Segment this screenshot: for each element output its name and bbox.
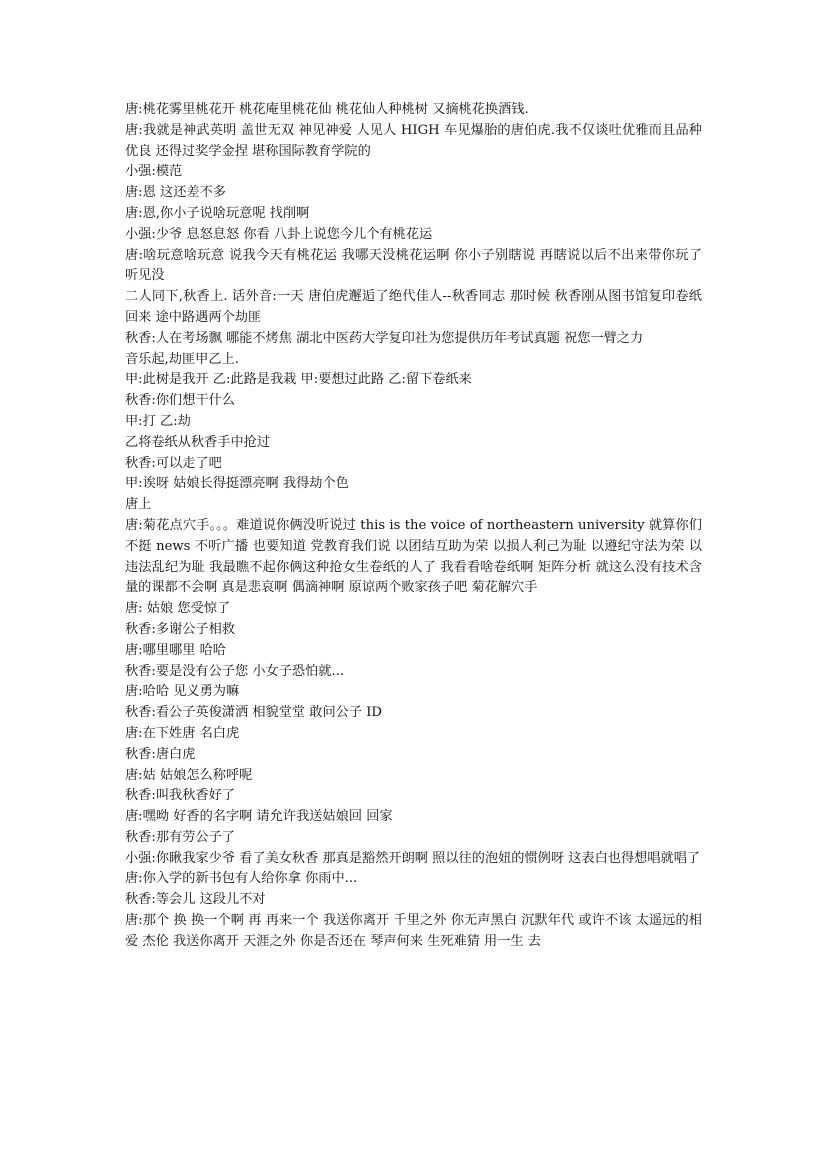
text-line: 乙将卷纸从秋香手中抢过 — [125, 434, 271, 450]
text-line: 唐:桃花雾里桃花开 桃花庵里桃花仙 桃花仙人种桃树 又摘桃花换酒钱. — [125, 102, 529, 117]
text-line: 唐: 姑娘 您受惊了 — [125, 601, 231, 617]
text-line: 秋香:唐白虎 — [125, 746, 196, 762]
text-line: 唐:哪里哪里 哈哈 — [125, 642, 226, 658]
text-line: 唐:啥玩意啥玩意 说我今天有桃花运 我哪天没桃花运啊 你小子别瞎说 再瞎说以后不出来带你玩了 听见没 — [125, 247, 702, 284]
script-text — [125, 100, 702, 953]
text-line: 唐:姑 姑娘怎么称呼呢 — [125, 767, 253, 783]
text-line: 秋香:你们想干什么 — [125, 393, 235, 409]
text-line: 唐:嘿呦 好香的名字啊 请允许我送姑娘回 回家 — [125, 809, 393, 825]
text-line: 小强:少爷 息怒息怒 你看 八卦上说您今儿个有桃花运 — [125, 226, 433, 242]
text-line: 二人同下,秋香上. 话外音:一天 唐伯虎邂逅了绝代佳人--秋香同志 那时候 秋香刚从图书馆复印卷纸回来 途中路遇两个劫匪 — [125, 289, 702, 325]
text-line: 甲:诶呀 姑娘长得挺漂亮啊 我得劫个色 — [125, 476, 349, 492]
text-line: 小强:模范 — [125, 164, 183, 180]
text-line: 唐:恩 这还差不多 — [125, 185, 226, 201]
text-line: 秋香:可以走了吧 — [125, 455, 222, 471]
text-line: 音乐起,劫匪甲乙上. — [125, 351, 239, 367]
text-line: 秋香:叫我秋香好了 — [125, 788, 235, 804]
text-line: 甲:打 乙:劫 — [125, 413, 191, 429]
text-line: 甲:此树是我开 乙:此路是我栽 甲:要想过此路 乙:留下卷纸来 — [125, 372, 472, 388]
text-line: 唐:哈哈 见义勇为嘛 — [125, 684, 240, 700]
text-line: 秋香:多谢公子相救 — [125, 621, 235, 637]
text-line: 唐:我就是神武英明 盖世无双 神见神爱 人见人 HIGH 车见爆胎的唐伯虎.我不仅谈吐优雅而且品种优良 还得过奖学金捏 堪称国际教育学院的 — [125, 122, 702, 159]
text-line: 小强:你瞅我家少爷 看了美女秋香 那真是豁然开朗啊 照以往的泡妞的惯例呀 这表白也得想唱就唱了 — [125, 850, 701, 866]
text-line: 唐:在下姓唐 名白虎 — [125, 725, 240, 741]
text-line: 秋香:人在考场飘 哪能不烤焦 湖北中医药大学复印社为您提供历年考试真题 祝您一臂之力 — [125, 330, 644, 346]
text-line: 唐:那个 换 换一个啊 再 再来一个 我送你离开 千里之外 你无声黑白 沉默年代 或许不该 太遥远的相爱 杰伦 我送你离开 天涯之外 你是否还在 琴声何来 生死难猜 用一生 去 — [125, 913, 702, 949]
text-line: 秋香:等会儿 这段儿不对 — [125, 892, 266, 908]
text-line: 唐:你入学的新书包有人给你拿 你雨中... — [125, 871, 358, 887]
text-line: 唐上 — [125, 497, 152, 513]
text-line: 唐:恩,你小子说啥玩意呢 找削啊 — [125, 205, 310, 221]
text-line: 秋香:要是没有公子您 小女子恐怕就... — [125, 663, 345, 679]
text-line: 秋香:看公子英俊潇洒 相貌堂堂 敢问公子 ID — [125, 705, 382, 721]
text-line: 唐:菊花点穴手。。。难道说你俩没听说过 this is the voice of northeastern university 就算你们不挺 news 不听广播 也要知道 党教育我们说 以团结互助为荣 以损人利己为耻 以遵纪守法为荣 以违法乱纪为耻 我最瞧不起你俩这种抢女生卷纸的人了 我看看啥卷纸啊 矩阵分析 就这么没有技术含量的课都不会啊 真是悲哀啊 偶滴神啊 原谅两个败家孩子吧 菊花解穴手 — [125, 517, 702, 596]
text-line: 秋香:那有劳公子了 — [125, 829, 235, 845]
